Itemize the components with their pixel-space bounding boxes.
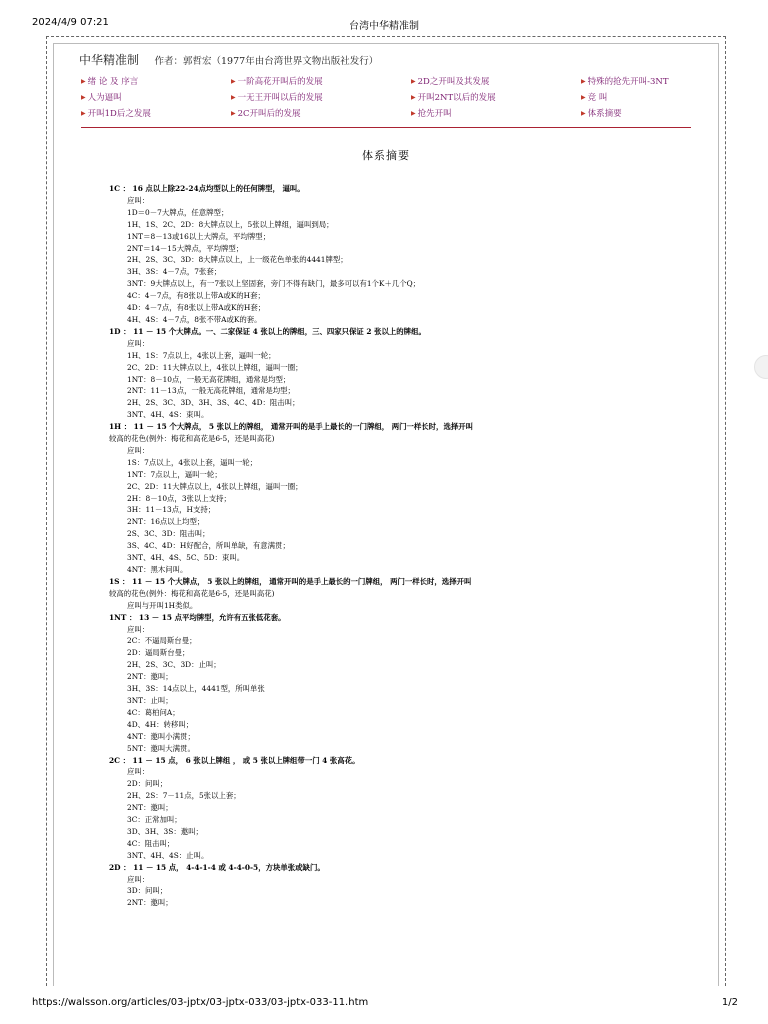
response-line: 应叫： — [127, 624, 150, 634]
nav-row — [81, 75, 696, 91]
response-line: 1NT：7点以上，逼叫一轮； — [127, 469, 222, 479]
print-url: https://walsson.org/articles/03-jptx/03-jptx-033/03-jptx-033-11.htm — [32, 997, 369, 1008]
opening-bid-line: 1D ： 11 － 15 个大牌点。一、二家保证 4 张以上的牌组，三、四家只保证 2 张以上的牌组。 — [109, 326, 426, 336]
scroll-handle[interactable] — [754, 355, 768, 379]
response-line: 2C、2D：11大牌点以上，4张以上牌组，逼叫一圈； — [127, 481, 303, 491]
response-line: 2NT：邀叫； — [127, 803, 173, 813]
nav-link[interactable]: ▶ 2C开叫后的发展 — [231, 107, 301, 119]
nav-row — [81, 107, 696, 123]
response-line: 4C：阻击叫； — [127, 838, 175, 848]
response-line: 2NT：11－13点，一般无高花牌组，通常是均型； — [127, 386, 295, 396]
print-title: 台湾中华精准制 — [349, 21, 419, 32]
response-line: 2H、2S、3C、3D：8大牌点以上，上一级花色单张的4441牌型； — [127, 255, 348, 265]
opening-bid-line: 1H ： 11 － 15 个大牌点， 5 张以上的牌组， 通常开叫的是手上最长的一门牌组， 两门一样长时，选择开叫 — [109, 422, 474, 432]
opening-bid-line: 1NT ： 13 － 15 点平均牌型，允许有五张低花套。 — [109, 612, 286, 622]
chapter-nav — [81, 75, 696, 123]
nav-link[interactable]: ▶ 一无王开叫以后的发展 — [231, 91, 323, 103]
response-line: 2C、2D：11大牌点以上，4张以上牌组，逼叫一圈； — [127, 362, 303, 372]
nav-link[interactable]: ▶ 人为逼叫 — [81, 91, 122, 103]
site-header — [79, 51, 689, 68]
response-line: 2S、3C、3D：阻击叫； — [127, 529, 210, 539]
response-line: 5NT：邀叫大满贯。 — [127, 743, 195, 753]
opening-bid-line: 2C ： 11 － 15 点， 6 张以上牌组 ， 或 5 张以上牌组带一门 4 张高花。 — [109, 755, 360, 765]
response-line: 2H、2S、3C、3D：止叫； — [127, 660, 221, 670]
response-line: 应叫： — [127, 338, 150, 348]
opening-bid-line: 2D ： 11 － 15 点， 4-4-1-4 或 4-4-0-5，方块单张或缺门。 — [109, 862, 325, 872]
response-line: 4C：4－7点，有8张以上带A或K的H套； — [127, 291, 265, 301]
nav-link[interactable]: ▶ 抢先开叫 — [411, 107, 452, 119]
response-line: 2NT：邀叫； — [127, 898, 173, 908]
summary-content — [109, 183, 579, 909]
response-line: 1H、1S、2C、2D：8大牌点以上，5张以上牌组，逼叫到局； — [127, 219, 334, 229]
site-title: 中华精准制 — [79, 53, 140, 67]
response-line: 2NT：16点以上均型； — [127, 517, 205, 527]
nav-link[interactable]: ▶ 竞 叫 — [581, 91, 607, 103]
response-line: 1NT：8－10点，一般无高花牌组，通常是均型； — [127, 374, 291, 384]
response-line: 3H：11－13点，H支持； — [127, 505, 216, 515]
response-line: 应叫： — [127, 767, 150, 777]
response-line: 应叫： — [127, 445, 150, 455]
print-date: 2024/4/9 07:21 — [32, 17, 109, 28]
response-line: 4C：葛柏问A； — [127, 707, 180, 717]
response-line: 2H、2S、3C、3D、3H、3S、4C、4D：阻击叫； — [127, 398, 300, 408]
response-line: 3NT：9大牌点以上，有一7张以上坚固套，旁门不得有缺门，最多可以有1个K＋几个Q； — [127, 279, 421, 289]
section-title: 体系摘要 — [362, 149, 410, 162]
response-line: 2D：问叫； — [127, 779, 168, 789]
response-line: 4D：4－7点，有8张以上带A或K的H套； — [127, 303, 266, 313]
page-frame — [46, 36, 726, 986]
response-line: 应叫与开叫1H类似。 — [127, 600, 198, 610]
response-line: 3NT、4H、4S、5C、5D：束叫。 — [127, 553, 245, 563]
response-line: 3NT：止叫； — [127, 695, 173, 705]
response-line: 2NT：邀叫； — [127, 672, 173, 682]
response-line: 2NT＝14－15大牌点，平均牌型； — [127, 243, 244, 253]
response-line: 3C：正常加叫； — [127, 815, 182, 825]
response-line: 1NT＝8－13或16以上大牌点，平均牌型； — [127, 231, 271, 241]
nav-link[interactable]: ▶ 2D之开叫及其发展 — [411, 75, 489, 87]
response-line: 应叫： — [127, 195, 150, 205]
response-line: 4NT：黑木问叫。 — [127, 565, 188, 574]
response-line: 2H、2S：7－11点，5张以上套； — [127, 791, 241, 801]
nav-link[interactable]: ▶ 开叫1D后之发展 — [81, 107, 151, 119]
print-page-number: 1/2 — [721, 997, 738, 1008]
response-line: 3H、3S：4－7点，7张套； — [127, 267, 222, 277]
response-line: 应叫： — [127, 874, 150, 884]
nav-link[interactable]: ▶ 体系摘要 — [581, 107, 622, 119]
author-line: 作者：郭哲宏（1977年由台湾世界文物出版社发行） — [154, 56, 379, 67]
response-line: 2H：8－10点，3张以上支持； — [127, 493, 231, 503]
response-line: 较高的花色(例外：梅花和高花是6-5，还是叫高花) — [109, 434, 275, 444]
opening-bid-line: 1S ： 11 － 15 个大牌点， 5 张以上的牌组， 通常开叫的是手上最长的一门牌组， 两门一样长时，选择开叫 — [109, 576, 472, 586]
response-line: 4D、4H：转移叫； — [127, 719, 194, 729]
response-line: 3D、3H、3S：邀叫； — [127, 826, 203, 836]
opening-bid-line: 1C ： 16 点以上除22-24点均型以上的任何牌型， 逼叫。 — [109, 184, 305, 193]
response-line: 3NT、4H、4S：止叫。 — [127, 850, 209, 860]
nav-link[interactable]: ▶ 特殊的抢先开叫-3NT — [581, 75, 669, 87]
response-line: 3NT、4H、4S：束叫。 — [127, 410, 209, 420]
response-line: 4NT：邀叫小满贯； — [127, 731, 195, 741]
nav-link[interactable]: ▶ 绪 论 及 序言 — [81, 75, 138, 87]
nav-link[interactable]: ▶ 一阶高花开叫后的发展 — [231, 75, 323, 87]
response-line: 4H、4S：4－7点，8张不带A或K的套。 — [127, 314, 262, 324]
response-line: 2C：不逼局斯台曼； — [127, 636, 197, 646]
response-line: 1H、1S：7点以上，4张以上套，逼叫一轮； — [127, 350, 276, 360]
nav-link[interactable]: ▶ 开叫2NT以后的发展 — [411, 91, 496, 103]
response-line: 较高的花色(例外：梅花和高花是6-5，还是叫高花) — [109, 588, 275, 598]
response-line: 3S、4C、4D：H好配合，所叫单缺，有意满贯； — [127, 541, 290, 551]
nav-row — [81, 91, 696, 107]
response-line: 3H、3S：14点以上，4441型，所叫单张 — [127, 684, 265, 694]
response-line: 1S：7点以上，4张以上套，逼叫一轮； — [127, 457, 258, 467]
response-line: 3D：问叫； — [127, 886, 168, 896]
header-divider — [81, 127, 691, 128]
response-line: 1D＝0－7大牌点，任意牌型； — [127, 207, 229, 217]
response-line: 2D：逼局斯台曼； — [127, 648, 190, 658]
